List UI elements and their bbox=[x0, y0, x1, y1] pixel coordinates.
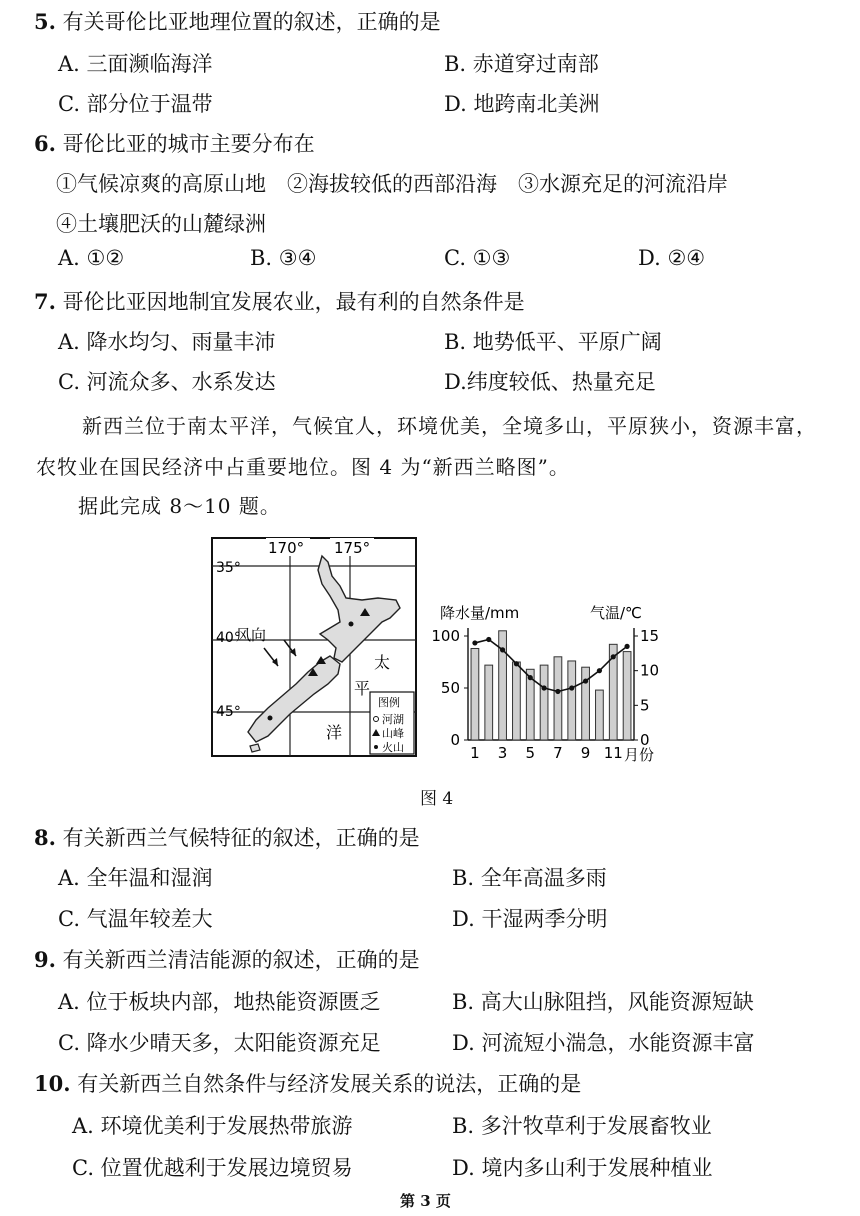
temperature-point bbox=[555, 689, 560, 694]
q7-option-c: C. 河流众多、水系发达 bbox=[58, 370, 276, 394]
q6-stem: 6. 哥伦比亚的城市主要分布在 bbox=[34, 131, 315, 156]
temperature-point bbox=[583, 678, 588, 683]
x-tick-label: 1 bbox=[470, 744, 480, 762]
precipitation-bar bbox=[568, 661, 576, 740]
new-zealand-map bbox=[210, 536, 420, 760]
chart-ylabel-right: 气温/℃ bbox=[590, 604, 642, 622]
precipitation-bar bbox=[540, 665, 548, 740]
legend-title: 图例 bbox=[378, 696, 400, 709]
chart-bars bbox=[471, 631, 631, 740]
wind-label: 风向 bbox=[236, 626, 267, 644]
temperature-point bbox=[624, 644, 629, 649]
temperature-point bbox=[528, 675, 533, 680]
x-tick-label: 5 bbox=[525, 744, 536, 762]
q7-option-b: B. 地势低平、平原广阔 bbox=[444, 330, 662, 354]
q8-stem: 8. 有关新西兰气候特征的叙述，正确的是 bbox=[34, 825, 420, 850]
q7-option-a: A. 降水均匀、雨量丰沛 bbox=[58, 330, 276, 354]
legend-item-peak: 山峰 bbox=[382, 727, 404, 740]
lon-label-175: 175° bbox=[334, 539, 371, 557]
q9-stem: 9. 有关新西兰清洁能源的叙述，正确的是 bbox=[34, 947, 420, 972]
q5-option-b: B. 赤道穿过南部 bbox=[444, 52, 599, 76]
temperature-point bbox=[472, 640, 477, 645]
x-tick-label: 3 bbox=[497, 744, 508, 762]
precipitation-bar bbox=[513, 662, 521, 740]
chart-xlabel: 月份 bbox=[624, 746, 655, 764]
q5-option-a: A. 三面濒临海洋 bbox=[58, 52, 213, 76]
temperature-line bbox=[475, 639, 627, 691]
y-tick-label-right: 10 bbox=[640, 661, 660, 680]
lat-label-35: 35° bbox=[216, 560, 241, 576]
precipitation-bar bbox=[471, 648, 479, 740]
q9-option-c: C. 降水少晴天多，太阳能资源充足 bbox=[58, 1031, 381, 1055]
climate-chart bbox=[424, 598, 664, 766]
q10-option-a: A. 环境优美利于发展热带旅游 bbox=[72, 1114, 353, 1138]
y-tick-label-right: 0 bbox=[640, 731, 650, 749]
temperature-point bbox=[486, 637, 491, 642]
lon-label-170: 170° bbox=[268, 539, 305, 557]
temperature-point bbox=[514, 661, 519, 666]
lake-icon bbox=[268, 716, 273, 721]
q10-option-b: B. 多汁牧草利于发展畜牧业 bbox=[452, 1114, 712, 1138]
temperature-point bbox=[541, 685, 546, 690]
q6-items-line1: ①气候凉爽的高原山地 ②海拔较低的西部沿海 ③水源充足的河流沿岸 bbox=[56, 172, 728, 196]
x-tick-label: 7 bbox=[553, 744, 563, 762]
q5-option-c: C. 部分位于温带 bbox=[58, 92, 213, 116]
y-tick-label-left: 50 bbox=[440, 679, 460, 697]
q7-stem: 7. 哥伦比亚因地制宜发展农业，最有利的自然条件是 bbox=[34, 289, 525, 314]
q8-option-c: C. 气温年较差大 bbox=[58, 907, 213, 931]
ocean-char-1: 太 bbox=[374, 653, 391, 672]
chart-temperature-line bbox=[472, 637, 629, 694]
q5-stem: 5. 有关哥伦比亚地理位置的叙述，正确的是 bbox=[34, 9, 441, 34]
ocean-char-3: 洋 bbox=[326, 723, 343, 742]
q7-option-d: D.纬度较低、热量充足 bbox=[444, 370, 656, 394]
q9-option-a: A. 位于板块内部，地热能资源匮乏 bbox=[58, 990, 381, 1014]
x-tick-label: 11 bbox=[603, 744, 623, 762]
passage-line1: 新西兰位于南太平洋，气候宜人，环境优美，全境多山，平原狭小，资源丰富， bbox=[82, 414, 817, 438]
volcano-icon bbox=[349, 622, 354, 627]
q6-option-b: B. ③④ bbox=[250, 246, 317, 270]
stewart-island bbox=[250, 744, 260, 752]
y-tick-label-left: 0 bbox=[450, 731, 460, 749]
lat-label-45: 45° bbox=[216, 704, 241, 720]
y-tick-label-right: 5 bbox=[640, 696, 650, 715]
q10-option-d: D. 境内多山利于发展种植业 bbox=[452, 1156, 713, 1180]
precipitation-bar bbox=[596, 690, 604, 740]
chart-ylabel-left: 降水量/mm bbox=[440, 604, 520, 622]
temperature-point bbox=[569, 685, 574, 690]
y-tick-label-left: 100 bbox=[431, 627, 460, 645]
precipitation-bar bbox=[485, 665, 493, 740]
passage-line2: 农牧业在国民经济中占重要地位。图 4 为“新西兰略图”。 bbox=[36, 455, 570, 479]
x-tick-label: 9 bbox=[580, 744, 591, 762]
legend-volcano-icon bbox=[374, 745, 378, 749]
q6-option-d: D. ②④ bbox=[638, 246, 706, 270]
q9-option-d: D. 河流短小湍急，水能资源丰富 bbox=[452, 1031, 755, 1055]
figure-caption: 图 4 bbox=[420, 789, 454, 809]
temperature-point bbox=[597, 668, 602, 673]
q8-option-b: B. 全年高温多雨 bbox=[452, 866, 607, 890]
y-tick-label-right: 15 bbox=[640, 627, 660, 645]
q10-stem: 10. 有关新西兰自然条件与经济发展关系的说法，正确的是 bbox=[34, 1071, 582, 1096]
q5-option-d: D. 地跨南北美洲 bbox=[444, 92, 600, 116]
q9-option-b: B. 高大山脉阻挡，风能资源短缺 bbox=[452, 990, 754, 1014]
legend-item-lake: 河湖 bbox=[382, 713, 404, 726]
q10-option-c: C. 位置优越利于发展边境贸易 bbox=[72, 1156, 353, 1180]
lat-label-40: 40° bbox=[216, 630, 241, 646]
legend-item-volcano: 火山 bbox=[382, 741, 404, 754]
precipitation-bar bbox=[554, 657, 562, 740]
page-number: 第 3 页 bbox=[400, 1192, 451, 1210]
precipitation-bar bbox=[623, 652, 631, 740]
q8-option-d: D. 干湿两季分明 bbox=[452, 907, 608, 931]
q6-option-a: A. ①② bbox=[58, 246, 125, 270]
q6-option-c: C. ①③ bbox=[444, 246, 511, 270]
temperature-point bbox=[611, 654, 616, 659]
passage-line3: 据此完成 8～10 题。 bbox=[78, 494, 281, 518]
q8-option-a: A. 全年温和湿润 bbox=[58, 866, 213, 890]
ocean-char-2: 平 bbox=[354, 679, 371, 698]
q6-items-line2: ④土壤肥沃的山麓绿洲 bbox=[56, 212, 266, 236]
temperature-point bbox=[500, 647, 505, 652]
